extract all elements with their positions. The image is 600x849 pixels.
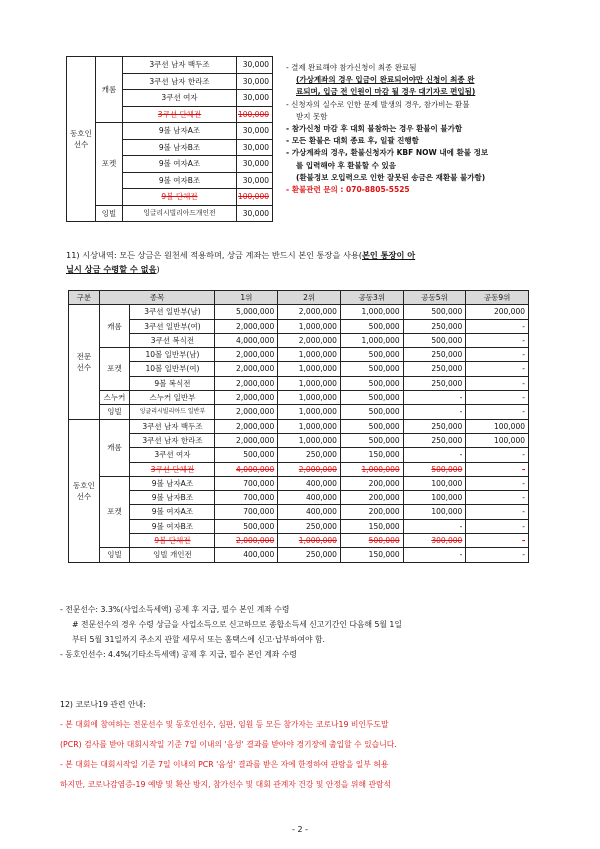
prize-table (68, 290, 529, 563)
refund-note-line: (가상계좌의 경우 입금이 완료되어야만 신청이 최종 완 (296, 75, 475, 85)
prize-group-label: 동호인 선수 (69, 419, 100, 562)
prize-amount: 1,000,000 (278, 534, 341, 548)
prize-item: 3쿠션 남자 한라조 (130, 433, 215, 447)
prize-row (69, 476, 529, 490)
prize-sub-label: 포켓 (99, 348, 130, 391)
prize-amount: 2,000,000 (278, 305, 341, 319)
fee-amount: 100,000 (237, 106, 273, 123)
prize-amount: 500,000 (340, 433, 403, 447)
prize-amount: 200,000 (466, 305, 529, 319)
prize-amount: 2,000,000 (278, 333, 341, 347)
fee-item: 3쿠션 남자 백두조 (123, 57, 237, 74)
prize-amount: 500,000 (340, 362, 403, 376)
fee-amount: 30,000 (237, 90, 273, 107)
prize-group-label: 전문 선수 (69, 305, 100, 419)
prize-row (69, 419, 529, 433)
refund-note-line: - 참가신청 마감 후 대회 불참하는 경우 환불이 불가함 (286, 124, 463, 134)
refund-note-line: 받지 못함 (296, 111, 328, 121)
prize-item: 9볼 여자A조 (130, 505, 215, 519)
section-12-title: 12) 코로나19 관련 안내: (60, 700, 146, 709)
prize-amount: - (466, 391, 529, 405)
prize-row (69, 505, 529, 519)
prize-header: 공동3위 (340, 291, 403, 305)
prize-amount: 500,000 (340, 376, 403, 390)
prize-header: 구분 (69, 291, 100, 305)
fee-item: 3쿠션 여자 (123, 90, 237, 107)
prize-amount: - (466, 319, 529, 333)
prize-amount: 200,000 (340, 505, 403, 519)
fee-item: 9볼 단체전 (123, 189, 237, 206)
refund-note-line: - 가상계좌의 경우, 환불신청자가 KBF NOW 내에 환불 정보 (286, 148, 489, 158)
prize-amount: - (466, 519, 529, 533)
tax-note-hash: # 전문선수의 경우 수령 상금을 사업소득으로 신고하므로 종합소득세 신고기간인 다음해 5월 1일 (72, 620, 402, 629)
prize-amount: 1,000,000 (340, 305, 403, 319)
fee-item: 9볼 여자A조 (123, 156, 237, 173)
prize-header: 2위 (278, 291, 341, 305)
prize-amount: - (403, 519, 466, 533)
prize-item: 9볼 남자A조 (130, 476, 215, 490)
section-11-prize (66, 248, 546, 276)
section-11-emph1: 본인 통장이 아 (361, 250, 416, 260)
covid-line-2: (PCR) 검사를 받아 대회시작일 기준 7일 이내의 '음성' 결과를 받아야 경기장에 출입할 수 있습니다. (60, 740, 397, 749)
fee-amount: 30,000 (237, 156, 273, 173)
prize-amount: 2,000,000 (215, 534, 278, 548)
prize-amount: 2,000,000 (215, 362, 278, 376)
prize-row (69, 348, 529, 362)
prize-amount: 100,000 (466, 419, 529, 433)
prize-row (69, 405, 529, 419)
prize-amount: 1,000,000 (278, 362, 341, 376)
prize-amount: - (466, 448, 529, 462)
prize-amount: 1,000,000 (278, 405, 341, 419)
fee-sub-label: 포켓 (96, 123, 123, 206)
fee-row (67, 205, 273, 222)
prize-amount: 250,000 (403, 348, 466, 362)
prize-row (69, 333, 529, 347)
prize-amount: - (403, 391, 466, 405)
refund-note-line: - 신청자의 실수로 인한 문제 발생의 경우, 참가비는 환불 (286, 99, 470, 109)
prize-amount: 4,000,000 (215, 333, 278, 347)
prize-amount: 500,000 (340, 319, 403, 333)
prize-item: 3쿠션 단체전 (130, 462, 215, 476)
prize-amount: 100,000 (403, 491, 466, 505)
prize-amount: - (403, 448, 466, 462)
prize-amount: - (466, 462, 529, 476)
prize-amount: 100,000 (403, 476, 466, 490)
fee-amount: 30,000 (237, 205, 273, 222)
prize-header: 종목 (99, 291, 215, 305)
prize-amount: 500,000 (340, 405, 403, 419)
prize-amount: 4,000,000 (215, 462, 278, 476)
prize-amount: 1,000,000 (278, 319, 341, 333)
fee-sub-label: 잉빌 (96, 205, 123, 222)
prize-amount: 700,000 (215, 491, 278, 505)
covid-line-1: - 본 대회에 참여하는 전문선수 및 동호인선수, 심판, 임원 등 모든 참가자는 코로나19 비인두도말 (60, 720, 389, 729)
prize-amount: 2,000,000 (215, 376, 278, 390)
fee-item: 3쿠션 단체전 (123, 106, 237, 123)
prize-amount: 500,000 (340, 419, 403, 433)
prize-amount: 500,000 (403, 333, 466, 347)
prize-amount: - (466, 348, 529, 362)
prize-amount: 500,000 (403, 462, 466, 476)
prize-amount: 500,000 (403, 305, 466, 319)
fee-sub-label: 캐롬 (96, 57, 123, 123)
prize-row (69, 433, 529, 447)
prize-amount: 250,000 (278, 519, 341, 533)
prize-row (69, 462, 529, 476)
prize-amount: 2,000,000 (215, 348, 278, 362)
tax-notes (60, 602, 560, 662)
prize-item: 3쿠션 복식전 (130, 333, 215, 347)
prize-amount: 2,000,000 (215, 419, 278, 433)
prize-amount: - (466, 505, 529, 519)
prize-amount: 700,000 (215, 505, 278, 519)
prize-amount: 400,000 (278, 476, 341, 490)
prize-amount: 5,000,000 (215, 305, 278, 319)
prize-amount: 150,000 (340, 548, 403, 562)
prize-amount: 250,000 (403, 433, 466, 447)
prize-amount: - (466, 534, 529, 548)
prize-sub-label: 잉빌 (99, 405, 130, 419)
prize-sub-label: 포켓 (99, 476, 130, 547)
prize-amount: - (466, 476, 529, 490)
tax-note-hash-cont: 부터 5월 31일까지 주소지 관할 세무서 또는 홈택스에 신고·납부하여야 함. (72, 635, 326, 644)
prize-amount: 150,000 (340, 448, 403, 462)
refund-note-line: - 결제 완료해야 참가신청이 최종 완료됨 (286, 63, 417, 72)
prize-amount: 100,000 (466, 433, 529, 447)
prize-amount: 1,000,000 (278, 376, 341, 390)
fee-amount: 30,000 (237, 57, 273, 74)
prize-amount: 200,000 (340, 476, 403, 490)
prize-amount: - (466, 491, 529, 505)
prize-amount: 1,000,000 (278, 433, 341, 447)
prize-sub-label: 스누커 (99, 391, 130, 405)
prize-sub-label: 캐롬 (99, 305, 130, 348)
section-11-suffix: ) (156, 264, 160, 274)
prize-item: 10볼 일반부(여) (130, 362, 215, 376)
section-11-emph2: 닐시 상금 수령할 수 없음 (66, 264, 157, 274)
prize-amount: - (466, 548, 529, 562)
tax-note-ama: - 동호인선수: 4.4%(기타소득세액) 공제 후 지급, 필수 본인 계좌 수령 (60, 650, 297, 659)
refund-note-line: - 환불관련 문의 : 070-8805-5525 (286, 185, 410, 195)
prize-amount: - (403, 405, 466, 419)
fee-item: 잉글리시빌리아드개인전 (123, 205, 237, 222)
prize-amount: 250,000 (403, 362, 466, 376)
refund-note-line: 료되며, 입금 전 인원이 마감 될 경우 대기자로 편입됨) (296, 87, 476, 97)
prize-amount: 500,000 (215, 519, 278, 533)
tax-note-pro: - 전문선수: 3.3%(사업소득세액) 공제 후 지급, 필수 본인 계좌 수령 (60, 605, 290, 614)
fee-amount: 100,000 (237, 189, 273, 206)
prize-item: 3쿠션 일반부(남) (130, 305, 215, 319)
prize-amount: 300,000 (403, 534, 466, 548)
prize-item: 9볼 남자B조 (130, 491, 215, 505)
prize-amount: 250,000 (278, 548, 341, 562)
prize-row (69, 362, 529, 376)
prize-amount: 1,000,000 (278, 348, 341, 362)
fee-item: 9볼 남자A조 (123, 123, 237, 140)
prize-amount: 200,000 (340, 491, 403, 505)
prize-header: 공동9위 (466, 291, 529, 305)
prize-item: 9볼 여자B조 (130, 519, 215, 533)
prize-amount: 100,000 (403, 505, 466, 519)
prize-amount: - (466, 362, 529, 376)
prize-sub-label: 잉빌 (99, 548, 130, 562)
prize-row (69, 548, 529, 562)
prize-amount: 1,000,000 (278, 419, 341, 433)
fee-group-label: 동호인 선수 (67, 57, 96, 222)
prize-amount: 400,000 (215, 548, 278, 562)
fee-amount: 30,000 (237, 139, 273, 156)
fee-row (67, 123, 273, 140)
prize-amount: - (466, 405, 529, 419)
prize-item: 9볼 복식전 (130, 376, 215, 390)
prize-amount: 500,000 (215, 448, 278, 462)
prize-amount: 250,000 (403, 419, 466, 433)
prize-amount: 500,000 (340, 391, 403, 405)
prize-row (69, 491, 529, 505)
prize-row (69, 448, 529, 462)
prize-amount: 250,000 (403, 376, 466, 390)
prize-sub-label: 캐롬 (99, 419, 130, 476)
refund-note-line: (환불정보 오입력으로 인한 잘못된 송금은 재환불 불가함) (296, 172, 486, 182)
fee-item: 3쿠션 남자 한라조 (123, 73, 237, 90)
fee-item: 9볼 남자B조 (123, 139, 237, 156)
prize-row (69, 391, 529, 405)
prize-amount: - (466, 333, 529, 347)
fee-item: 9볼 여자B조 (123, 172, 237, 189)
prize-amount: 1,000,000 (278, 391, 341, 405)
prize-item: 잉빌 개인전 (130, 548, 215, 562)
prize-amount: 2,000,000 (215, 433, 278, 447)
prize-item: 3쿠션 여자 (130, 448, 215, 462)
prize-item: 3쿠션 일반부(여) (130, 319, 215, 333)
prize-amount: 400,000 (278, 505, 341, 519)
prize-amount: 150,000 (340, 519, 403, 533)
prize-amount: 2,000,000 (278, 462, 341, 476)
prize-amount: 2,000,000 (215, 405, 278, 419)
prize-amount: 250,000 (278, 448, 341, 462)
covid-line-3: - 본 대회는 대회시작일 기준 7일 이내의 PCR '음성' 결과를 받은 자에 한정하여 관람을 일부 허용 (60, 760, 389, 769)
prize-item: 9볼 단체전 (130, 534, 215, 548)
fee-amount: 30,000 (237, 172, 273, 189)
section-12-covid (60, 695, 560, 795)
fee-table (66, 56, 273, 222)
prize-item: 10볼 일반부(남) (130, 348, 215, 362)
fee-amount: 30,000 (237, 123, 273, 140)
prize-row (69, 519, 529, 533)
section-11-prefix: 11) 시상내역: 모든 상금은 원천세 적용하며, 상금 계좌는 반드시 본인 통장을 사용( (66, 250, 362, 260)
page-number: - 2 - (292, 825, 308, 834)
prize-amount: 1,000,000 (340, 462, 403, 476)
prize-item: 3쿠션 남자 백두조 (130, 419, 215, 433)
refund-note-line: - 모든 환불은 대회 종료 후, 일괄 진행함 (286, 136, 419, 146)
prize-row (69, 305, 529, 319)
prize-amount: 500,000 (340, 348, 403, 362)
prize-amount: 700,000 (215, 476, 278, 490)
prize-row (69, 534, 529, 548)
prize-amount: 2,000,000 (215, 319, 278, 333)
refund-notes (286, 62, 586, 196)
prize-amount: 1,000,000 (340, 333, 403, 347)
prize-amount: 2,000,000 (215, 391, 278, 405)
prize-row (69, 376, 529, 390)
prize-header: 1위 (215, 291, 278, 305)
prize-header: 공동5위 (403, 291, 466, 305)
fee-amount: 30,000 (237, 73, 273, 90)
prize-amount: 500,000 (340, 534, 403, 548)
prize-row (69, 319, 529, 333)
prize-amount: - (403, 548, 466, 562)
prize-amount: 400,000 (278, 491, 341, 505)
prize-item: 스누커 일반부 (130, 391, 215, 405)
refund-note-line: 를 입력해야 후 환불할 수 있음 (296, 160, 396, 170)
prize-amount: - (466, 376, 529, 390)
prize-amount: 250,000 (403, 319, 466, 333)
covid-line-4: 하지만, 코로나감염증-19 예방 및 확산 방지, 참가선수 및 대회 관계자 건강 및 안정을 위해 관람석 (60, 780, 392, 789)
fee-row (67, 57, 273, 74)
prize-item: 잉글리시빌리아드 일반부 (130, 405, 215, 419)
